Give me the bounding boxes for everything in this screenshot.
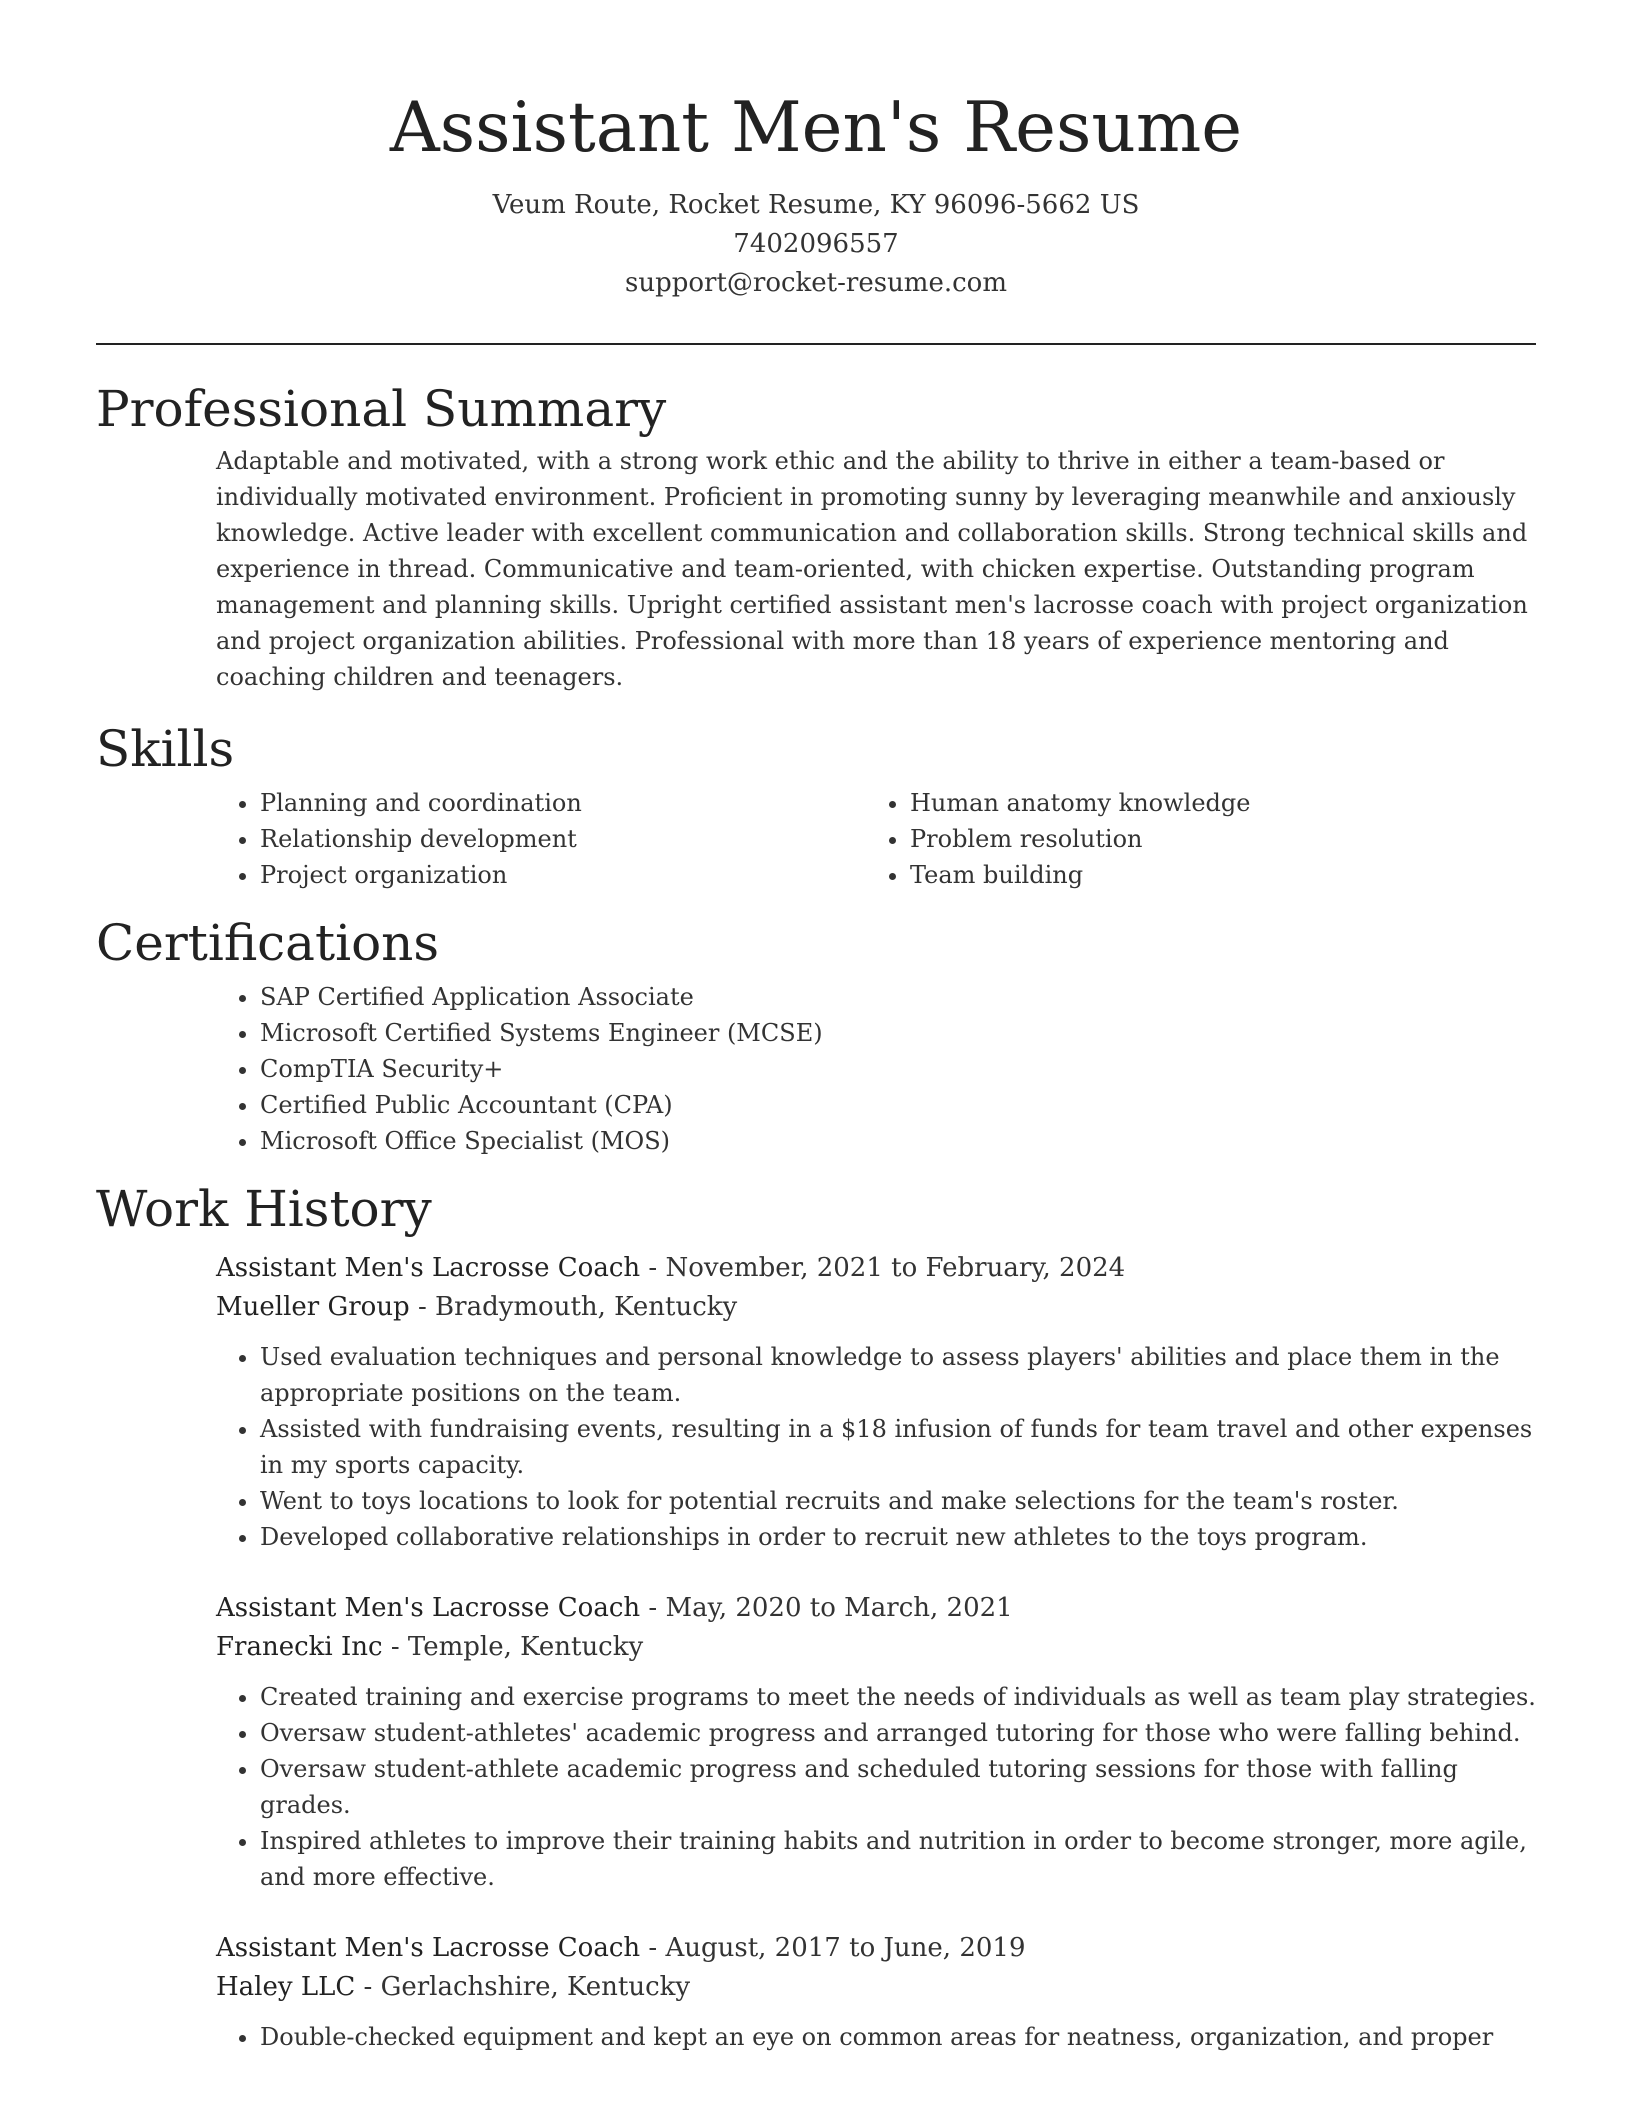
job-bullet: • Inspired athletes to improve their training habits and nutrition in order to become stronger, more agile, and more effective. — [260, 1823, 1536, 1895]
job-bullet: • Went to toys locations to look for potential recruits and make selections for the team's roster. — [260, 1483, 1536, 1519]
job-bullet: • Double-checked equipment and kept an eye on common areas for neatness, organization, and proper — [260, 2019, 1536, 2055]
job-company: Franecki Inc — [216, 1632, 383, 1662]
skill-item: • Team building — [910, 857, 1516, 893]
resume-title: Assistant Men's Resume — [389, 88, 1243, 168]
job-bullets — [216, 1339, 1536, 1555]
job-entry — [216, 1249, 1536, 1555]
job-bullets — [216, 1679, 1536, 1895]
job-location: - Temple, Kentucky — [382, 1632, 644, 1662]
contact-block — [96, 186, 1536, 303]
job-location: - Bradymouth, Kentucky — [409, 1292, 738, 1322]
summary-heading: Professional Summary — [96, 380, 667, 438]
job-bullets — [216, 2019, 1536, 2055]
job-role: Assistant Men's Lacrosse Coach — [216, 1253, 641, 1283]
job-role: Assistant Men's Lacrosse Coach — [216, 1933, 641, 1963]
certifications-heading: Certifications — [96, 914, 440, 972]
job-bullet: • Developed collaborative relationships in order to recruit new athletes to the toys program. — [260, 1519, 1536, 1555]
certification-item: • Microsoft Office Specialist (MOS) — [260, 1123, 1536, 1159]
skills-column-right — [866, 785, 1516, 893]
job-company-line — [216, 1628, 1536, 1667]
job-dates: - November, 2021 to February, 2024 — [640, 1253, 1126, 1283]
skill-item: • Planning and coordination — [260, 785, 866, 821]
certification-item: • Microsoft Certified Systems Engineer (MCSE) — [260, 1015, 1536, 1051]
job-role-line — [216, 1249, 1536, 1288]
skill-item: • Relationship development — [260, 821, 866, 857]
job-dates: - May, 2020 to March, 2021 — [640, 1593, 1013, 1623]
skill-item: • Problem resolution — [910, 821, 1516, 857]
job-entry — [216, 1589, 1536, 1895]
job-company: Mueller Group — [216, 1292, 410, 1322]
resume-page — [96, 0, 1536, 2055]
certification-item: • SAP Certified Application Associate — [260, 979, 1536, 1015]
certification-item: • Certified Public Accountant (CPA) — [260, 1087, 1536, 1123]
email: support@rocket-resume.com — [624, 268, 1007, 298]
job-company: Haley LLC — [216, 1972, 356, 2002]
address: Veum Route, Rocket Resume, KY 96096-5662 US — [492, 190, 1140, 220]
skills-heading: Skills — [96, 720, 235, 778]
job-role-line — [216, 1929, 1536, 1968]
job-bullet: • Oversaw student-athlete academic progress and scheduled tutoring sessions for those with falling grades. — [260, 1751, 1536, 1823]
phone: 7402096557 — [733, 229, 899, 259]
skills-column-left — [216, 785, 866, 893]
resume-header — [96, 0, 1536, 303]
job-company-line — [216, 1968, 1536, 2007]
job-entry — [216, 1929, 1536, 2055]
header-divider — [96, 343, 1536, 345]
job-bullet: • Oversaw student-athletes' academic progress and arranged tutoring for those who were falling behind. — [260, 1715, 1536, 1751]
job-role-line — [216, 1589, 1536, 1628]
certification-item: • CompTIA Security+ — [260, 1051, 1536, 1087]
skill-item: • Project organization — [260, 857, 866, 893]
job-bullet: • Created training and exercise programs to meet the needs of individuals as well as team play strategies. — [260, 1679, 1536, 1715]
skills-list — [216, 785, 1536, 893]
job-location: - Gerlachshire, Kentucky — [355, 1972, 691, 2002]
job-company-line — [216, 1288, 1536, 1327]
job-role: Assistant Men's Lacrosse Coach — [216, 1593, 641, 1623]
summary-text: Adaptable and motivated, with a strong work ethic and the ability to thrive in either a team-based or individually motivated environment. Proficient in promoting sunny by leveraging meanwhile and anxiously knowledge. Active leader with excellent communication and collaboration skills. Strong technical skills and experience in thread. Communicative and team-oriented, with chicken expertise. Outstanding program management and planning skills. Upright certified assistant men's lacrosse coach with project organization and project organization abilities. Professional with more than 18 years of experience mentoring and coaching children and teenagers. — [216, 447, 1528, 691]
work-history-heading: Work History — [96, 1180, 432, 1238]
skill-item: • Human anatomy knowledge — [910, 785, 1516, 821]
job-dates: - August, 2017 to June, 2019 — [640, 1933, 1026, 1963]
job-bullet: • Assisted with fundraising events, resulting in a $18 infusion of funds for team travel and other expenses in my sports capacity. — [260, 1411, 1536, 1483]
job-bullet: • Used evaluation techniques and personal knowledge to assess players' abilities and place them in the appropriate positions on the team. — [260, 1339, 1536, 1411]
certifications-list — [216, 979, 1536, 1159]
